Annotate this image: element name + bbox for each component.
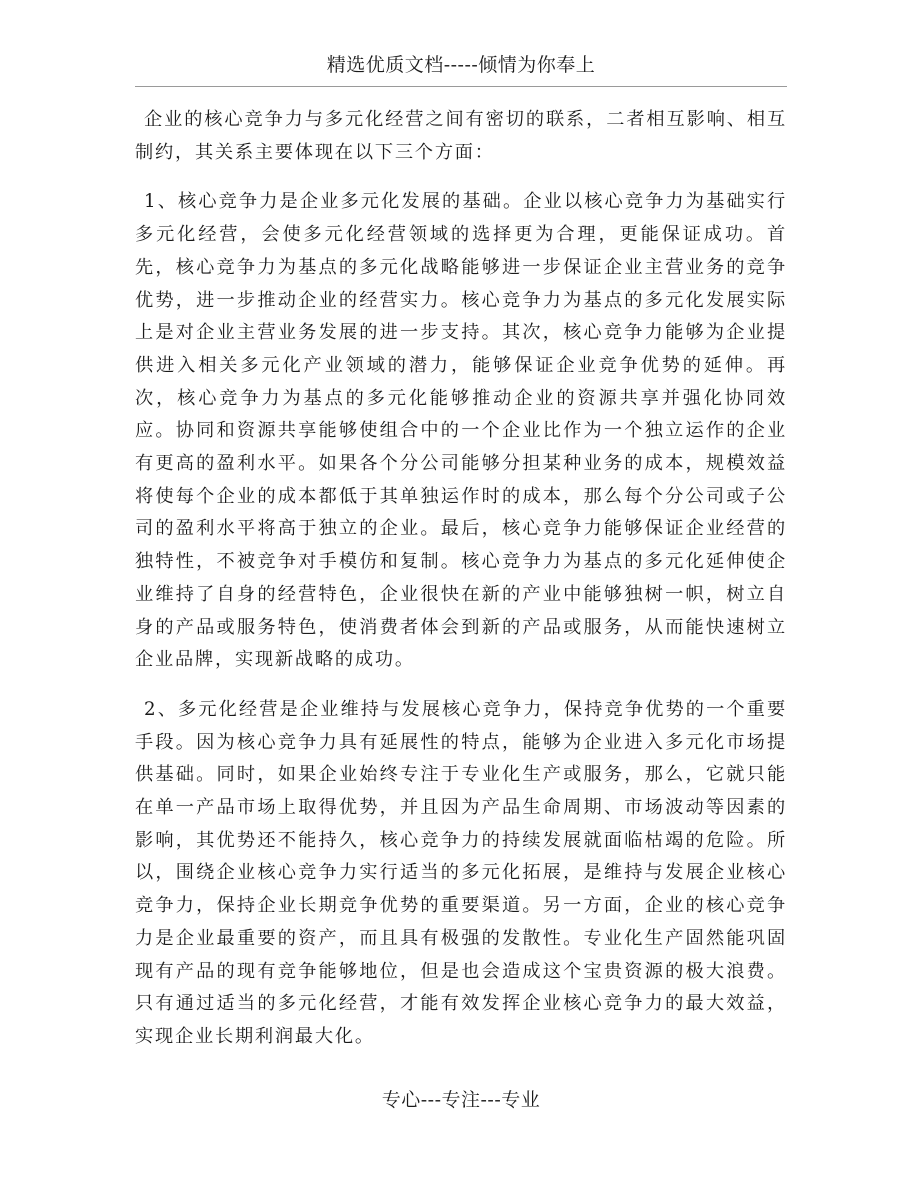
header-divider xyxy=(135,86,787,87)
document-body xyxy=(135,104,787,1071)
point-1-paragraph: 1、核心竞争力是企业多元化发展的基础。企业以核心竞争力为基础实行多元化经营，会使多元化经营领域的选择更为合理，更能保证成功。首先，核心竞争力为基点的多元化战略能够进一步保证企业主营业务的竞争优势，进一步推动企业的经营实力。核心竞争力为基点的多元化发展实际上是对企业主营业务发展的进一步支持。其次，核心竞争力能够为企业提供进入相关多元化产业领域的潜力，能够保证企业竞争优势的延伸。再次，核心竞争力为基点的多元化能够推动企业的资源共享并强化协同效应。协同和资源共享能够使组合中的一个企业比作为一个独立运作的企业有更高的盈利水平。如果各个分公司能够分担某种业务的成本，规模效益将使每个企业的成本都低于其单独运作时的成本，那么每个分公司或子公司的盈利水平将高于独立的企业。最后，核心竞争力能够保证企业经营的独特性，不被竞争对手模仿和复制。核心竞争力为基点的多元化延伸使企业维持了自身的经营特色，企业很快在新的产业中能够独树一帜，树立自身的产品或服务特色，使消费者体会到新的产品或服务，从而能快速树立企业品牌，实现新战略的成功。 xyxy=(135,191,787,671)
page-header: 精选优质文档-----倾情为你奉上 xyxy=(326,54,596,76)
intro-paragraph: 企业的核心竞争力与多元化经营之间有密切的联系，二者相互影响、相互制约，其关系主要体现在以下三个方面： xyxy=(135,109,787,163)
page-footer: 专心---专注---专业 xyxy=(381,1089,541,1111)
point-2-paragraph: 2、多元化经营是企业维持与发展核心竞争力，保持竞争优势的一个重要手段。因为核心竞争力具有延展性的特点，能够为企业进入多元化市场提供基础。同时，如果企业始终专注于专业化生产或服务，那么，它就只能在单一产品市场上取得优势，并且因为产品生命周期、市场波动等因素的影响，其优势还不能持久，核心竞争力的持续发展就面临枯竭的危险。所以，围绕企业核心竞争力实行适当的多元化拓展，是维持与发展企业核心竞争力，保持企业长期竞争优势的重要渠道。另一方面，企业的核心竞争力是企业最重要的资产，而且具有极强的发散性。专业化生产固然能巩固现有产品的现有竞争能够地位，但是也会造成这个宝贵资源的极大浪费。只有通过适当的多元化经营，才能有效发挥企业核心竞争力的最大效益，实现企业长期利润最大化。 xyxy=(135,698,787,1047)
